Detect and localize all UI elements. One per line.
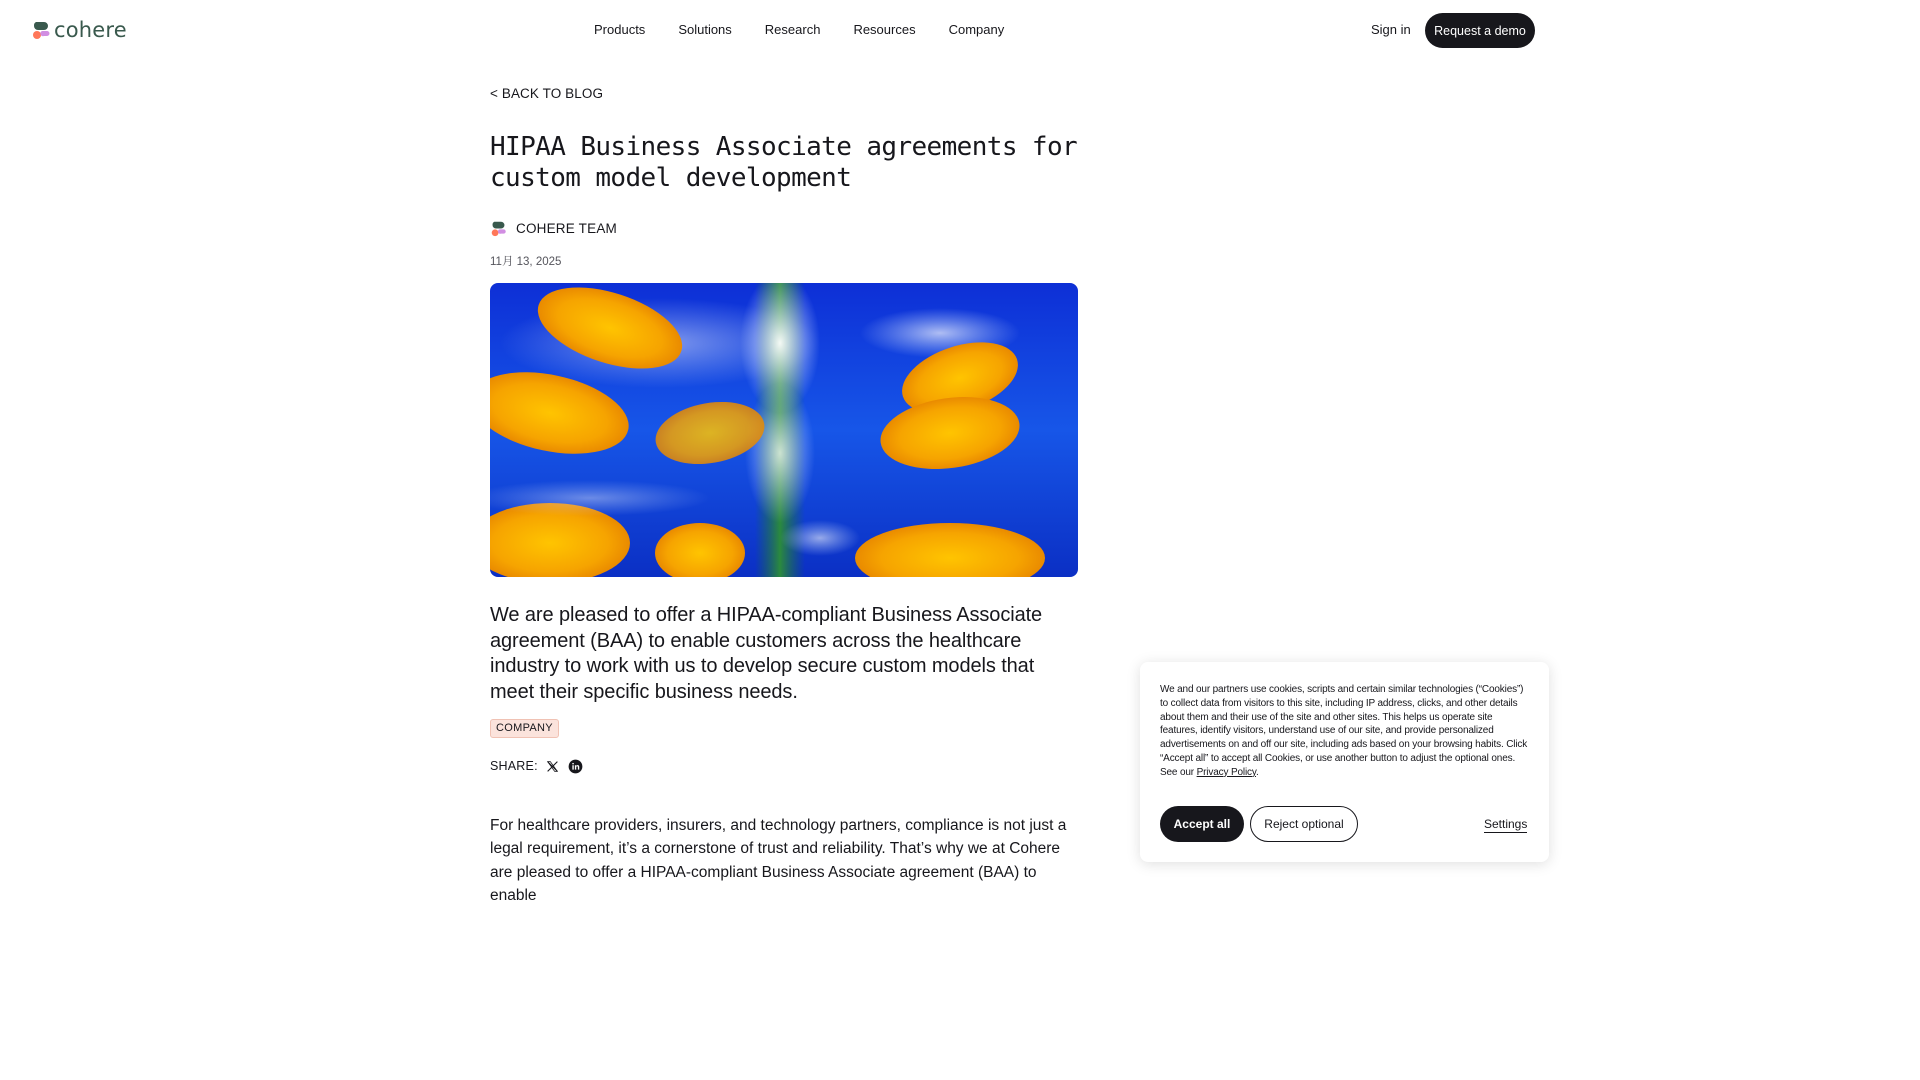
accept-all-button[interactable]: Accept all xyxy=(1160,806,1244,842)
cohere-logo[interactable] xyxy=(32,19,127,41)
main-nav xyxy=(594,22,1004,38)
share-bar xyxy=(490,758,584,774)
cookie-text-main: We and our partners use cookies, scripts and certain similar technologies (“Cookies”) to collect data from visitors to this site, including IP address, clicks, and other details about them and their use of the site and other sites. This helps us operate site features, identify visitors, understand use of our site, and provide personalized advertisements on and off our site, including ads based on your browsing habits. Click “Accept all” to accept all Cookies, or use another button to adjust the optional ones. See our xyxy=(1160,684,1528,778)
privacy-policy-link[interactable]: Privacy Policy xyxy=(1196,766,1257,778)
x-icon[interactable] xyxy=(545,758,561,774)
share-label: SHARE: xyxy=(490,759,538,773)
publish-date: 11月 13, 2025 xyxy=(490,256,562,268)
cookie-text xyxy=(1160,683,1530,780)
cookie-banner xyxy=(1140,662,1549,862)
request-demo-button[interactable]: Request a demo xyxy=(1425,13,1535,48)
nav-resources[interactable]: Resources xyxy=(853,22,916,37)
reject-optional-button[interactable]: Reject optional xyxy=(1250,806,1358,842)
cookie-settings-link[interactable]: Settings xyxy=(1484,817,1528,831)
cookie-text-end: . xyxy=(1256,766,1259,778)
category-tag[interactable]: COMPANY xyxy=(490,719,559,738)
nav-company[interactable]: Company xyxy=(948,22,1005,37)
site-header xyxy=(0,0,1568,62)
nav-solutions[interactable]: Solutions xyxy=(678,22,732,37)
logo-wordmark: cohere xyxy=(54,18,127,42)
article-lede: We are pleased to offer a HIPAA-compliant Business Associate agreement (BAA) to enable customers across the healthcare industry to work with us to develop secure custom models that meet their specific business needs. xyxy=(490,604,1043,704)
author-name: COHERE TEAM xyxy=(516,221,617,236)
nav-research[interactable]: Research xyxy=(764,22,821,37)
linkedin-icon[interactable] xyxy=(568,758,584,774)
cohere-logo-icon xyxy=(32,20,50,40)
hero-image xyxy=(490,283,1078,577)
article-author xyxy=(490,220,617,237)
article-title: HIPAA Business Associate agreements for custom model development xyxy=(490,132,1078,193)
nav-products[interactable]: Products xyxy=(594,22,646,37)
cohere-avatar-icon xyxy=(490,220,507,237)
article-body-paragraph: For healthcare providers, insurers, and technology partners, compliance is not just a legal requirement, it’s a cornerstone of trust and reliability. That’s why we at Cohere are pleased to offer a HIPAA-compliant Business Associate agreement (BAA) to enable xyxy=(490,817,1067,904)
sign-in-link[interactable]: Sign in xyxy=(1371,22,1411,37)
back-to-blog-link[interactable]: < BACK TO BLOG xyxy=(490,86,604,101)
